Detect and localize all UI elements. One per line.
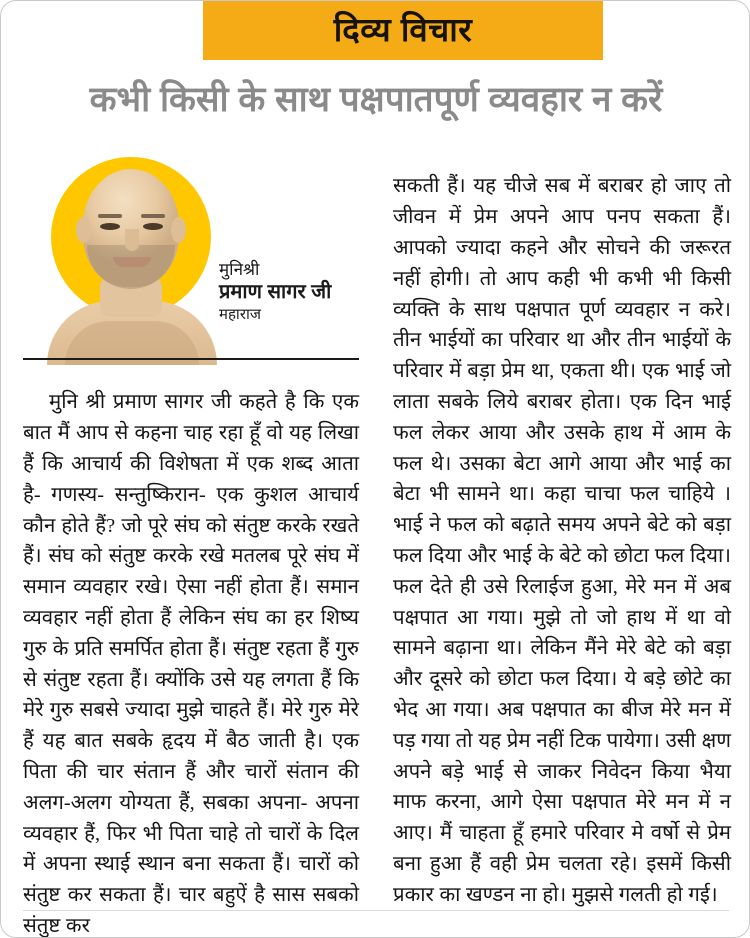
portrait-caption bbox=[219, 259, 369, 324]
column-divider-rule bbox=[23, 358, 359, 360]
monk-brow-right bbox=[141, 214, 165, 218]
monk-ear-right bbox=[171, 217, 186, 243]
caption-title: महाराज bbox=[219, 306, 261, 323]
monk-eye-left bbox=[100, 223, 120, 230]
article-headline: कभी किसी के साथ पक्षपातपूर्ण व्यवहार न करें bbox=[89, 80, 663, 119]
right-column bbox=[393, 151, 729, 923]
masthead-banner bbox=[203, 1, 603, 60]
caption-honorific: मुनिश्री bbox=[219, 260, 260, 279]
portrait-block bbox=[23, 151, 359, 346]
bottom-divider bbox=[23, 910, 729, 911]
monk-eye-right bbox=[143, 223, 163, 230]
masthead bbox=[1, 1, 750, 63]
article-body-left: मुनि श्री प्रमाण सागर जी कहते है कि एक बात मैं आप से कहना चाह रहा हूँ वो यह लिखा हैं कि आचार्य की विशेषता में एक शब्द आता है- गणस्य- सन्तुष्किरान- एक कुशल आचार्य कौन होते हैं? जो पूरे संघ को संतुष्ट करके रखते हैं। संघ को संतुष्ट करके रखे मतलब पूरे संघ में समान व्यवहार रखे। ऐसा नहीं होता हैं। समान व्यवहार नहीं होता हैं लेकिन संघ का हर शिष्य गुरु के प्रति समर्पित होता हैं। संतुष्ट रहता हैं गुरु से संतुष्ट रहता हैं। क्योंकि उसे यह लगता हैं कि मेरे गुरु सबसे ज्यादा मुझे चाहते हैं। मेरे गुरु मेरे हैं यह बात सबके हृदय में बैठ जाती है। एक पिता की चार संतान हैं और चारों संतान की अलग-अलग योग्यता हैं, सबका अपना- अपना व्यवहार हैं, फिर भी पिता चाहे तो चारों के दिल में अपना स्थाई स्थान बना सकता हैं। चारों को संतुष्ट कर सकता हैं। चार बहुऐं है सास सबको संतुष्ट कर bbox=[23, 391, 359, 937]
monk-portrait-image bbox=[45, 169, 217, 347]
article-body-right: सकती हैं। यह चीजे सब में बराबर हो जाए तो जीवन में प्रेम अपने आप पनप सकता हैं। आपको ज्यादा कहने और सोचने की जरूरत नहीं होगी। तो आप कही भी कभी भी किसी व्यक्ति के साथ पक्षपात पूर्ण व्यवहार न करे। तीन भाईयों का परिवार था और तीन भाईयों के परिवार में बड़ा प्रेम था, एकता थी। एक भाई जो लाता सबके लिये बराबर होता। एक दिन भाई फल लेकर आया और उसके हाथ में आम के फल थे। उसका बेटा आगे आया और भाई का बेटा भी सामने था। कहा चाचा फल चाहिये । भाई ने फल को बढ़ाते समय अपने बेटे को बड़ा फल दिया और भाई के बेटे को छोटा फल दिया। फल देते ही उसे रिलाईज हुआ, मेरे मन में अब पक्षपात आ गया। मुझे तो जो हाथ में था वो सामने बढ़ाना था। लेकिन मैंने मेरे बेटे को बड़ा और दूसरे को छोटा फल दिया। ये बड़े छोटे का भेद आ गया। अब पक्षपात का बीज मेरे मन में पड़ गया तो यह प्रेम नहीं टिक पायेगा। उसी क्षण अपने बड़े भाई से जाकर निवेदन किया भैया माफ करना, आगे ऐसा पक्षपात मेरे मन में न आए। मैं चाहता हूँ हमारे परिवार मे वर्षो से प्रेम बना हुआ हैं वही प्रेम चलता रहे। इसमें किसी प्रकार का खण्डन ना हो। मुझसे गलती हो गई। bbox=[393, 175, 731, 906]
monk-mouth bbox=[113, 257, 151, 267]
monk-nose bbox=[125, 229, 139, 251]
left-column bbox=[23, 151, 359, 937]
caption-name: प्रमाण सागर जी bbox=[219, 281, 332, 303]
masthead-title: दिव्य विचार bbox=[333, 11, 473, 48]
monk-brow-left bbox=[98, 214, 122, 218]
monk-ear-left bbox=[76, 217, 91, 243]
article-columns bbox=[23, 151, 731, 937]
